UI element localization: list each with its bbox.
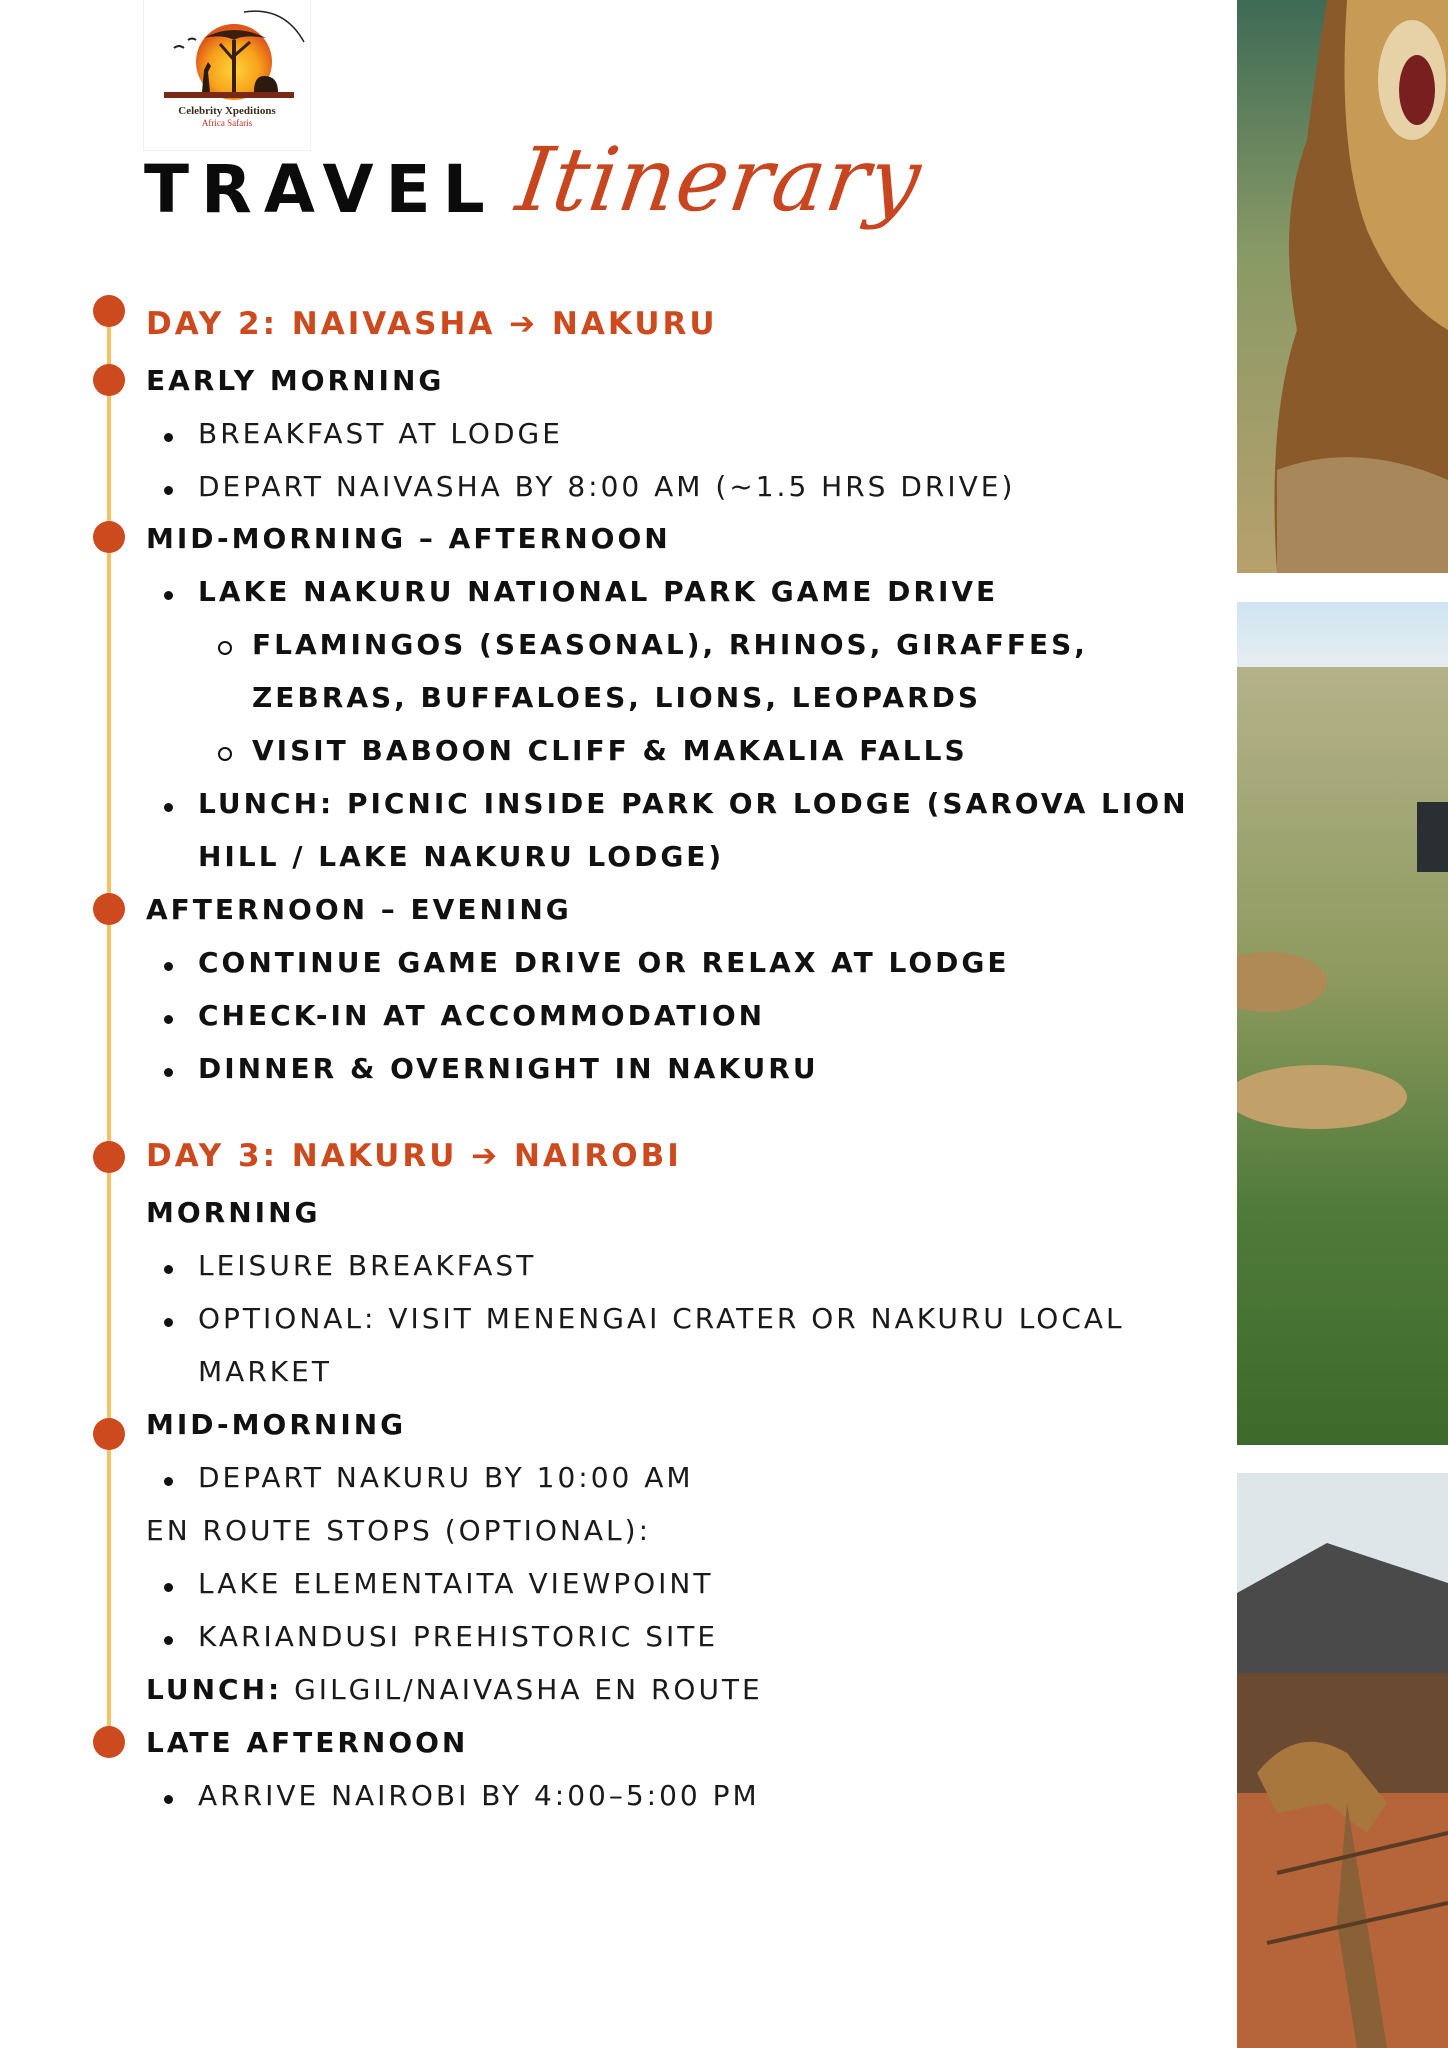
list-item: CONTINUE GAME DRIVE OR RELAX AT LODGE bbox=[198, 946, 1010, 979]
section-mid-morning-afternoon: MID-MORNING – AFTERNOON bbox=[146, 522, 671, 555]
timeline-dot bbox=[93, 1726, 125, 1758]
list-item: CHECK-IN AT ACCOMMODATION bbox=[198, 999, 766, 1032]
day2-heading: DAY 2: NAIVASHA ➔ NAKURU bbox=[146, 306, 718, 342]
lion-roaring-photo bbox=[1237, 0, 1448, 573]
sunset-acacia-logo-icon bbox=[144, 0, 310, 104]
giraffe-centre-photo bbox=[1237, 1473, 1448, 2048]
section-mid-morning: MID-MORNING bbox=[146, 1408, 407, 1441]
list-item: DEPART NAKURU BY 10:00 AM bbox=[198, 1461, 694, 1494]
sub-list-item: VISIT BABOON CLIFF & MAKALIA FALLS bbox=[252, 734, 968, 767]
timeline-dot bbox=[93, 1418, 125, 1450]
lunch-value: GILGIL/NAIVASHA EN ROUTE bbox=[294, 1673, 763, 1706]
timeline-dot bbox=[93, 521, 125, 553]
company-logo bbox=[144, 0, 310, 150]
timeline-dot bbox=[93, 295, 125, 327]
list-item: DINNER & OVERNIGHT IN NAKURU bbox=[198, 1052, 819, 1085]
list-item: BREAKFAST AT LODGE bbox=[198, 417, 563, 450]
title-itinerary: Itinerary bbox=[510, 128, 928, 231]
section-late-afternoon: LATE AFTERNOON bbox=[146, 1726, 469, 1759]
section-early-morning: EARLY MORNING bbox=[146, 364, 445, 397]
lunch-label: LUNCH: bbox=[146, 1673, 283, 1706]
list-item: LEISURE BREAKFAST bbox=[198, 1249, 537, 1282]
list-item-continued: MARKET bbox=[198, 1355, 332, 1388]
timeline-dot bbox=[93, 364, 125, 396]
photo-strip bbox=[1237, 0, 1448, 2048]
list-item: DEPART NAIVASHA BY 8:00 AM (~1.5 HRS DRIVE) bbox=[198, 470, 1016, 503]
list-item: LAKE NAKURU NATIONAL PARK GAME DRIVE bbox=[198, 575, 999, 608]
lunch-line bbox=[146, 1673, 763, 1706]
timeline-dot bbox=[93, 893, 125, 925]
title-travel: TRAVEL bbox=[144, 151, 497, 228]
list-item: LUNCH: PICNIC INSIDE PARK OR LODGE (SAROVA LION bbox=[198, 787, 1189, 820]
list-item: KARIANDUSI PREHISTORIC SITE bbox=[198, 1620, 719, 1653]
timeline-dot bbox=[93, 1141, 125, 1173]
safari-lions-photo bbox=[1237, 602, 1448, 1445]
list-item: LAKE ELEMENTAITA VIEWPOINT bbox=[198, 1567, 714, 1600]
sub-list-item-continued: ZEBRAS, BUFFALOES, LIONS, LEOPARDS bbox=[252, 681, 982, 714]
section-morning: MORNING bbox=[146, 1196, 321, 1229]
list-item-continued: HILL / LAKE NAKURU LODGE) bbox=[198, 840, 725, 873]
logo-tagline: Africa Safaris bbox=[201, 118, 253, 128]
list-item: OPTIONAL: VISIT MENENGAI CRATER OR NAKURU LOCAL bbox=[198, 1302, 1125, 1335]
list-item: ARRIVE NAIROBI BY 4:00–5:00 PM bbox=[198, 1779, 760, 1812]
logo-company-name: Celebrity Xpeditions bbox=[178, 105, 276, 117]
sub-list-item: FLAMINGOS (SEASONAL), RHINOS, GIRAFFES, bbox=[252, 628, 1088, 661]
en-route-stops-label: EN ROUTE STOPS (OPTIONAL): bbox=[146, 1514, 651, 1547]
day3-heading: DAY 3: NAKURU ➔ NAIROBI bbox=[146, 1138, 682, 1174]
section-afternoon-evening: AFTERNOON – EVENING bbox=[146, 893, 572, 926]
